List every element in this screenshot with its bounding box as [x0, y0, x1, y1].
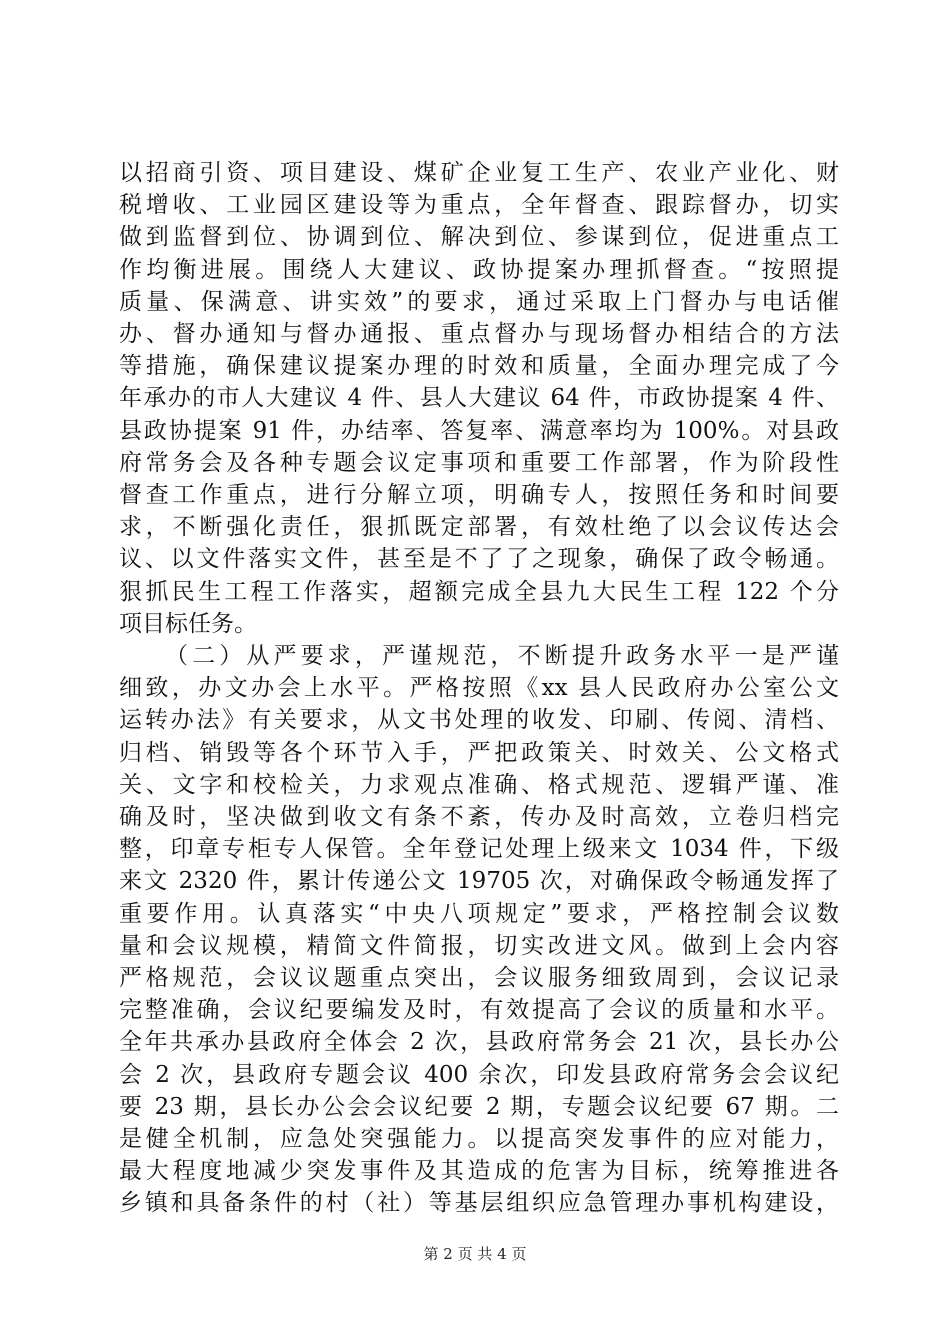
body-line: 督查工作重点，进行分解立项，明确专人，按照任务和时间要	[119, 482, 839, 508]
body-line: 重要作用。认真落实“中央八项规定”要求，严格控制会议数	[119, 900, 839, 927]
body-line: 税增收、工业园区建设等为重点，全年督查、跟踪督办，切实	[119, 192, 839, 219]
body-line: 量和会议规模，精简文件简报，切实改进文风。做到上会内容	[119, 932, 839, 959]
body-line: 细致，办文办会上水平。严格按照《xx 县人民政府办公室公文	[119, 675, 839, 702]
body-line: 最大程度地减少突发事件及其造成的危害为目标，统筹推进各	[119, 1158, 839, 1185]
body-line: 以招商引资、项目建设、煤矿企业复工生产、农业产业化、财	[119, 160, 839, 186]
body-line: 会 2 次，县政府专题会议 400 余次，印发县政府常务会会议纪	[119, 1061, 839, 1088]
body-line: 运转办法》有关要求，从文书处理的收发、印刷、传阅、清档、	[119, 707, 839, 734]
body-line: 做到监督到位、协调到位、解决到位、参谋到位，促进重点工	[119, 224, 839, 251]
body-line: 乡镇和具备条件的村（社）等基层组织应急管理办事机构建设，	[119, 1190, 839, 1217]
body-line: 整，印章专柜专人保管。全年登记处理上级来文 1034 件，下级	[119, 836, 839, 863]
body-line: 狠抓民生工程工作落实，超额完成全县九大民生工程 122 个分	[119, 578, 839, 605]
body-line: 求，不断强化责任，狠抓既定部署，有效杜绝了以会议传达会	[119, 514, 839, 541]
body-line: 确及时，坚决做到收文有条不紊，传办及时高效，立卷归档完	[119, 804, 839, 830]
body-line: 县政协提案 91 件，办结率、答复率、满意率均为 100%。对县政	[119, 417, 839, 444]
paragraph-start-line: （二）从严要求，严谨规范，不断提升政务水平一是严谨	[165, 643, 839, 669]
body-line: 是健全机制，应急处突强能力。以提高突发事件的应对能力，	[119, 1126, 839, 1152]
body-line: 等措施，确保建议提案办理的时效和质量，全面办理完成了今	[119, 353, 839, 380]
body-line: 全年共承办县政府全体会 2 次，县政府常务会 21 次，县长办公	[119, 1029, 839, 1056]
body-line: 项目标任务。	[119, 610, 257, 637]
body-line: 关、文字和校检关，力求观点准确、格式规范、逻辑严谨、准	[119, 771, 839, 798]
page-number: 第 2 页 共 4 页	[423, 1245, 527, 1263]
body-line: 府常务会及各种专题会议定事项和重要工作部署，作为阶段性	[119, 449, 839, 476]
body-line: 质量、保满意、讲实效”的要求，通过采取上门督办与电话催	[119, 288, 839, 315]
body-line: 要 23 期，县长办公会会议纪要 2 期，专题会议纪要 67 期。二	[119, 1093, 839, 1120]
body-line: 完整准确，会议纪要编发及时，有效提高了会议的质量和水平。	[119, 997, 839, 1024]
body-line: 来文 2320 件，累计传递公文 19705 次，对确保政令畅通发挥了	[119, 868, 839, 895]
body-line: 议、以文件落实文件，甚至是不了了之现象，确保了政令畅通。	[119, 546, 839, 573]
body-line: 作均衡进展。围绕人大建议、政协提案办理抓督查。“按照提	[119, 256, 839, 283]
body-line: 归档、销毁等各个环节入手，严把政策关、时效关、公文格式	[119, 739, 839, 766]
body-line: 办、督办通知与督办通报、重点督办与现场督办相结合的方法	[119, 321, 839, 347]
body-line: 严格规范，会议议题重点突出，会议服务细致周到，会议记录	[119, 965, 839, 991]
body-line: 年承办的市人大建议 4 件、县人大建议 64 件，市政协提案 4 件、	[119, 385, 839, 412]
